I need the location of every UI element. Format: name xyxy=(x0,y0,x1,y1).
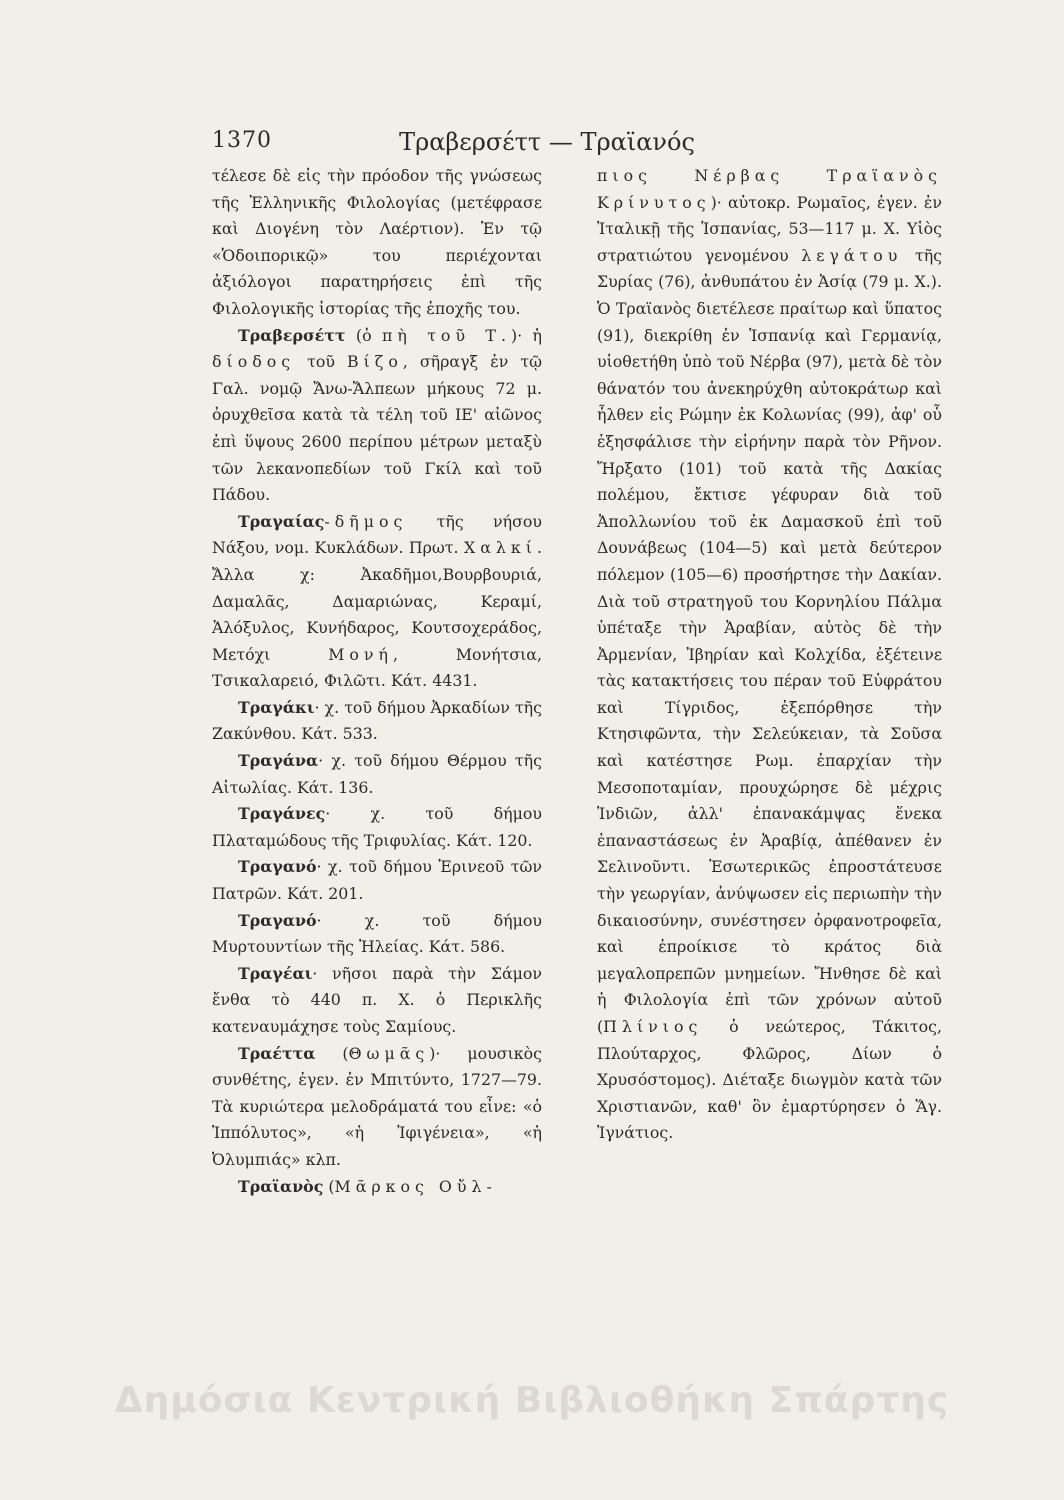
page-header xyxy=(212,128,842,158)
library-watermark: Δημόσια Κεντρική Βιβλιοθήκη Σπάρτης xyxy=(114,1380,950,1421)
left-column xyxy=(212,163,542,1200)
entry-traianos-continued: πιος Νέρβας Τραϊανὸς Κρίνυτος)· αὐτοκρ. Ρωμαῖος, ἐγεν. ἐν Ἰταλικῇ τῆς Ἱσπανίας, 53—117 μ. Χ. Υἱὸς στρατιώτου γενομένου λεγάτου τῆς Συρίας (76), ἀνθυπάτου ἐν Ἀσίᾳ (79 μ. Χ.). Ὁ Τραϊανὸς διετέλεσε πραίτωρ καὶ ὕπατος (91), διεκρίθη ἐν Ἱσπανίᾳ καὶ Γερμανίᾳ, υἱοθετήθη ὑπὸ τοῦ Νέρβα (97), μετὰ δὲ τὸν θάνατόν του ἀνεκηρύχθη αὐτοκράτωρ καὶ ἦλθεν εἰς Ρώμην ἐκ Κολωνίας (99), ἀφ' οὗ ἐξησφάλισε τὴν εἰρήνην παρὰ τὸν Ρῆνον. Ἤρξατο (101) τοῦ κατὰ τῆς Δακίας πολέμου, ἔκτισε γέφυραν διὰ τοῦ Ἀπολλωνίου τοῦ ἐκ Δαμασκοῦ ἐπὶ τοῦ Δουνάβεως (104—5) καὶ μετὰ δεύτερον πόλεμον (105—6) προσήρτησε τὴν Δακίαν. Διὰ τοῦ στρατηγοῦ του Κορνηλίου Πάλμα ὑπέταξε τὴν Ἀραβίαν, αὐτὸς δὲ τὴν Ἀρμενίαν, Ἰβηρίαν καὶ Κολχίδα, ἐξέτεινε τὰς κατακτήσεις του πέραν τοῦ Εὐφράτου καὶ Τίγριδος, ἐξεπόρθησε τὴν Κτησιφῶντα, τὴν Σελεύκειαν, τὰ Σοῦσα καὶ κατέστησε Ρωμ. ἐπαρχίαν τὴν Μεσοποταμίαν, προυχώρησε δὲ μέχρις Ἰνδιῶν, ἀλλ' ἐπανακάμψας ἕνεκα ἐπαναστάσεως ἐν Ἀραβίᾳ, ἀπέθανεν ἐν Σελινοῦντι. Ἐσωτερικῶς ἐπροστάτευσε τὴν γεωργίαν, ἀνύψωσεν εἰς περιωπὴν τὴν δικαιοσύνην, συνέστησεν ὀρφανοτροφεῖα, καὶ ἐπροίκισε τὸ κράτος διὰ μεγαλοπρεπῶν μνημείων. Ἤνθησε δὲ καὶ ἡ Φιλολογία ἐπὶ τῶν χρόνων αὐτοῦ (Πλίνιος ὁ νεώτερος, Τάκιτος, Πλούταρχος, Φλῶρος, Δίων ὁ Χρυσόστομος). Διέταξε διωγμὸν κατὰ τῶν Χριστιανῶν, καθ' ὃν ἐμαρτύρησεν ὁ Ἅγ. Ἰγνάτιος. xyxy=(597,166,942,1143)
entry-traianos: Τραϊανὸς (Μᾶρκος Οὔλ- xyxy=(238,1176,497,1196)
headword: Τραγάνα xyxy=(238,751,319,771)
entry-traversett: Τραβερσέττ (ὁ πὴ τοῦ Τ.)· ἡ δίοδος τοῦ Βίζο, σῆραγξ ἐν τῷ Γαλ. νομῷ Ἄνω-Ἄλπεων μήκους 72 μ. ὀρυχθεῖσα κατὰ τὰ τέλη τοῦ ΙΕ' αἰῶνος ἐπὶ ὕψους 2600 περίπου μέτρων μεταξὺ τῶν λεκανοπεδίων τοῦ Γκίλ καὶ τοῦ Πάδου. xyxy=(212,325,543,505)
entry-traetta: Τραέττα (Θωμᾶς)· μουσικὸς συνθέτης, ἐγεν. ἐν Μπιτύντο, 1727—79. Τὰ κυριώτερα μελοδράματά του εἶνε: «ὁ Ἱππόλυτος», «ἡ Ἰφιγένεια», «ἡ Ὀλυμπιάς» κλπ. xyxy=(212,1043,543,1169)
entry-tragana: Τραγάνα· χ. τοῦ δήμου Θέρμου τῆς Αἰτωλίας. Κάτ. 136. xyxy=(212,751,542,797)
running-title: Τραβερσέττ — Τραϊανός xyxy=(399,128,695,156)
headword: Τραέττα xyxy=(238,1043,316,1063)
entry-tragaias: Τραγαίας-δῆμος τῆς νήσου Νάξου, νομ. Κυκλάδων. Πρωτ. Χαλκί. Ἄλλα χ: Ἀκαδῆμοι,Βουρβουριά, Δαμαλᾶς, Δαμαριώνας, Κεραμί, Ἁλόξυλος, Κυνήδαρος, Κουτσοχεράδος, Μετόχι Μονή, Μονήτσια, Τσικαλαρειό, Φιλῶτι. Κάτ. 4431. xyxy=(212,511,542,691)
headword: Τραγανό xyxy=(238,910,317,930)
page-number: 1370 xyxy=(212,128,272,153)
headword: Τραγάκι xyxy=(238,697,315,717)
continuation-paragraph: τέλεσε δὲ εἰς τὴν πρόοδον τῆς γνώσεως τῆς Ἑλληνικῆς Φιλολογίας (μετέφρασε καὶ Διογένη τὸν Λαέρτιον). Ἐν τῷ «Ὁδοιπορικῷ» του περιέχονται ἀξιόλογοι παρατηρήσεις ἐπὶ τῆς Φιλολογικῆς ἱστορίας τῆς ἐποχῆς του. xyxy=(212,166,542,318)
entry-traganes: Τραγάνες· χ. τοῦ δήμου Πλαταμώδους τῆς Τριφυλίας. Κάτ. 120. xyxy=(212,804,542,850)
right-column xyxy=(597,163,942,1147)
headword: Τραγέαι xyxy=(238,963,313,983)
entry-tragaki: Τραγάκι· χ. τοῦ δήμου Ἀρκαδίων τῆς Ζακύνθου. Κάτ. 533. xyxy=(212,697,542,744)
headword: Τραβερσέττ xyxy=(238,325,346,345)
entry-trageai: Τραγέαι· νῆσοι παρὰ τὴν Σάμον ἔνθα τὸ 440 π. Χ. ὁ Περικλῆς κατεναυμάχησε τοὺς Σαμίους. xyxy=(212,963,542,1036)
entry-tragano-patron: Τραγανό· χ. τοῦ δήμου Ἐρινεοῦ τῶν Πατρῶν. Κάτ. 201. xyxy=(212,857,542,904)
headword: Τραϊανὸς xyxy=(238,1176,324,1196)
headword: Τραγαίας xyxy=(238,511,325,531)
headword: Τραγανό xyxy=(238,857,317,877)
headword: Τραγάνες xyxy=(238,804,326,824)
entry-tragano-ileias: Τραγανό· χ. τοῦ δήμου Μυρτουντίων τῆς Ἠλείας. Κάτ. 586. xyxy=(212,910,542,957)
